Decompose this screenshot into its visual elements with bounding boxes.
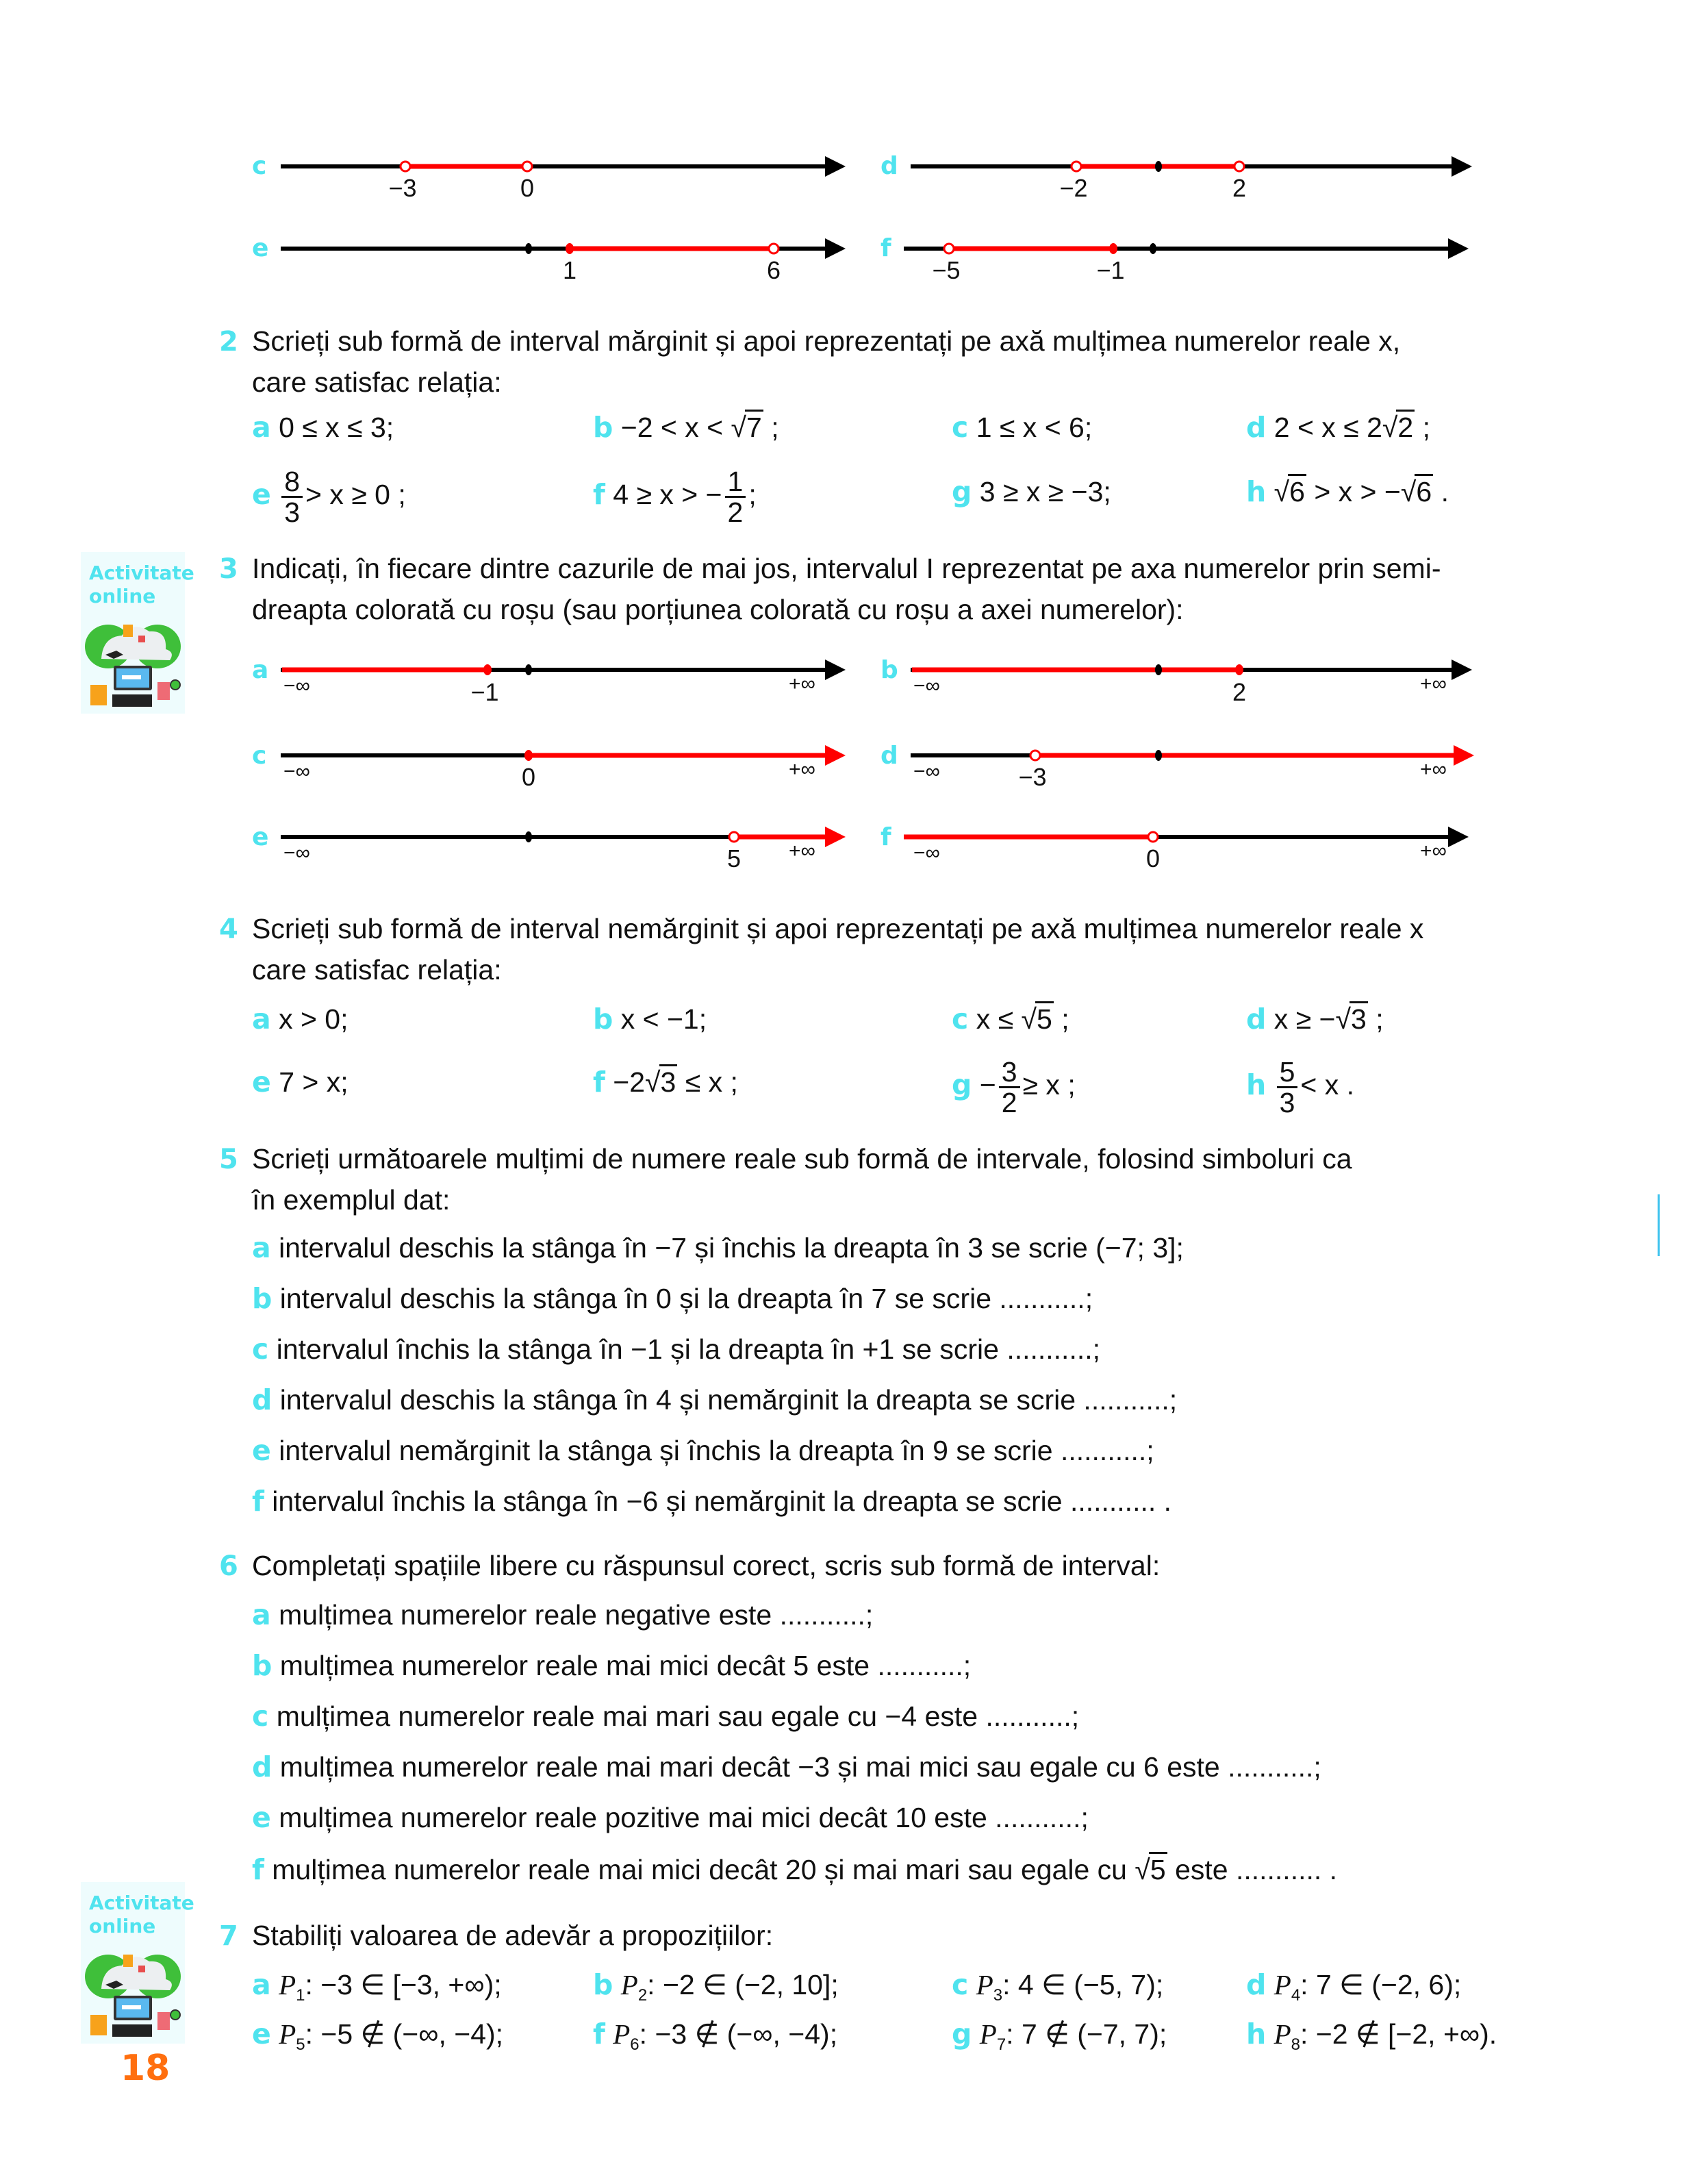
ex6-item-c: c mulțimea numerelor reale mai mari sau egale cu −4 este ...........; [252,1700,1080,1733]
ex7-item-g: g $P_7$: 7 ∉ (−7, 7); [952,2018,1167,2055]
neg-infinity-label: −∞ [283,760,310,783]
ex6-item-d: d mulțimea numerelor reale mai mari decât −3 și mai mici sau egale cu 6 este ...........; [252,1750,1321,1783]
ex4-text-line1: Scrieți sub formă de interval nemărginit și apoi reprezentați pe axă mulțimea numerelor reale x [252,913,1424,944]
ex4-item-f: f −2√3 ≤ x ; [593,1066,738,1099]
ex4-item-g: g − $\frac{3}{2}$ ≥ x ; [952,1055,1076,1118]
ex7-item-h: h $P_8$: −2 ∉ [−2, +∞). [1246,2018,1497,2055]
ex4-item-h: h $\frac{5}{3}$ < x . [1246,1055,1355,1118]
ex5-item-b: b intervalul deschis la stânga în 0 și la dreapta în 7 se scrie ...........; [252,1282,1093,1315]
ex4-item-c: c x ≤ √5 ; [952,1003,1069,1035]
tick-label: −5 [932,256,961,284]
ex4-item-a: a x > 0; [252,1003,349,1035]
ex4-item-e: e 7 > x; [252,1066,349,1099]
ex7-item-f: f $P_6$: −3 ∉ (−∞, −4); [593,2018,838,2055]
pos-infinity-label: +∞ [1420,673,1447,695]
pos-infinity-label: +∞ [1420,758,1447,781]
ex2-item-e: e $\frac{8}{3}$ > x ≥ 0 ; [252,465,406,528]
ex4-item-b: b x < −1; [593,1003,707,1035]
ex5-item-d: d intervalul deschis la stânga în 4 și nemărginit la dreapta se scrie ...........; [252,1383,1178,1416]
exercise-number: 2 [219,326,238,357]
tick-label: −3 [1018,763,1047,791]
exercise-number: 6 [219,1551,238,1582]
ex3-label-c: c [252,742,267,770]
tick-label: −3 [388,174,417,202]
number-line-f [904,238,1469,259]
ex2-text-line1: Scrieți sub formă de interval mărginit și apoi reprezentați pe axă mulțimea numerelor reale x, [252,325,1401,357]
tick-label: 0 [520,174,535,202]
ex3-label-a: a [252,656,269,684]
ex5-text-line2: în exemplul dat: [252,1184,451,1216]
ex7-item-a: a $P_1$: −3 ∈ [−3, +∞); [252,1968,502,2005]
tick-label: 5 [726,844,742,873]
exercise-number: 4 [219,914,238,945]
ex2-item-f: f 4 ≥ x > − $\frac{1}{2}$ ; [593,465,757,528]
ex7-item-c: c $P_3$: 4 ∈ (−5, 7); [952,1968,1164,2005]
ex4-item-d: d x ≥ −√3 ; [1246,1003,1384,1035]
number-line-d [911,156,1472,177]
ex4-statement [219,908,1493,986]
tick-label: 1 [562,256,577,284]
exercise-number: 7 [219,1920,238,1952]
neg-infinity-label: −∞ [913,842,940,864]
pos-infinity-label: +∞ [1420,840,1447,862]
ex2-item-d: d 2 < x ≤ 2√2 ; [1246,411,1431,444]
ex2-item-a: a 0 ≤ x ≤ 3; [252,411,394,444]
neg-infinity-label: −∞ [283,675,310,697]
number-line-e [281,827,846,847]
ex1-label-c: c [252,152,267,180]
ex5-item-c: c intervalul închis la stânga în −1 și la dreapta în +1 se scrie ...........; [252,1333,1101,1366]
pos-infinity-label: +∞ [789,673,815,695]
ex7-item-e: e $P_5$: −5 ∉ (−∞, −4); [252,2018,504,2055]
ex2-item-g: g 3 ≥ x ≥ −3; [952,475,1111,508]
ex5-statement [219,1138,1493,1216]
ex6-statement [219,1545,1493,1587]
number-line-f [904,827,1469,847]
ex3-label-f: f [880,823,891,851]
tick-label: −1 [1096,256,1125,284]
ex1-label-f: f [880,234,891,262]
ex6-item-b: b mulțimea numerelor reale mai mici decât 5 este ...........; [252,1649,972,1682]
tick-label: 0 [1145,844,1161,873]
ex5-item-f: f intervalul închis la stânga în −6 și nemărginit la dreapta se scrie ........... . [252,1485,1172,1518]
ex3-label-b: b [880,656,898,684]
ex1-label-e: e [252,234,269,262]
ex2-item-c: c 1 ≤ x < 6; [952,411,1093,444]
ex1-label-d: d [880,152,898,180]
ex3-text-line1: Indicați, în fiecare dintre cazurile de mai jos, intervalul I reprezentat pe axa numerelor prin semi- [252,553,1441,584]
ex6-item-a: a mulțimea numerelor reale negative este ...........; [252,1598,874,1631]
number-line-a [281,660,846,680]
number-line-c [281,156,846,177]
ex2-item-b: b −2 < x < √7 ; [593,411,779,444]
ex4-text-line2: care satisfac relația: [252,954,502,986]
ex6-item-f: f mulțimea numerelor reale mai mici decât 20 și mai mari sau egale cu √5 este ........... . [252,1853,1338,1886]
neg-infinity-label: −∞ [913,675,940,697]
number-line-b [911,660,1472,680]
ex2-item-h: h √6 > x > −√6 . [1246,475,1449,508]
pos-infinity-label: +∞ [789,758,815,781]
ex6-text: Completați spațiile libere cu răspunsul corect, scris sub formă de interval: [252,1550,1161,1581]
ex7-statement [219,1915,1493,1957]
activity-online-badge[interactable]: Activitate online [81,1882,185,2044]
ex6-item-e: e mulțimea numerelor reale pozitive mai mici decât 10 este ...........; [252,1801,1089,1834]
ex3-label-e: e [252,823,269,851]
ex3-statement [219,548,1493,625]
neg-infinity-label: −∞ [913,760,940,783]
exercise-number: 5 [219,1144,238,1175]
online-activity-illustration-icon [81,1941,185,2044]
ex2-statement [219,321,1493,398]
tick-label: 2 [1232,678,1247,706]
ex7-item-d: d $P_4$: 7 ∈ (−2, 6); [1246,1968,1462,2005]
ex7-text: Stabiliți valoarea de adevăr a propozițiilor: [252,1920,774,1951]
tick-label: −2 [1059,174,1088,202]
neg-infinity-label: −∞ [283,842,310,864]
page-number: 18 [121,2048,170,2089]
ex3-text-line2: dreapta colorată cu roșu (sau porțiunea colorată cu roșu a axei numerelor): [252,594,1184,625]
number-line-c [281,745,846,766]
tick-label: 0 [521,763,536,791]
margin-marker [1658,1194,1660,1256]
tick-label: 6 [766,256,781,284]
tick-label: 2 [1232,174,1247,202]
ex7-item-b: b $P_2$: −2 ∈ (−2, 10]; [593,1968,839,2005]
pos-infinity-label: +∞ [789,840,815,862]
tick-label: −1 [470,678,499,706]
exercise-number: 3 [219,553,238,585]
ex5-item-e: e intervalul nemărginit la stânga și închis la dreapta în 9 se scrie ...........; [252,1434,1154,1467]
activity-online-badge[interactable]: Activitate online [81,552,185,714]
ex5-item-a: a intervalul deschis la stânga în −7 și închis la dreapta în 3 se scrie (−7; 3]; [252,1231,1184,1264]
number-line-d [911,745,1474,766]
ex3-label-d: d [880,742,898,770]
ex2-text-line2: care satisfac relația: [252,366,502,398]
ex5-text-line1: Scrieți următoarele mulțimi de numere reale sub formă de intervale, folosind simboluri ca [252,1143,1352,1175]
